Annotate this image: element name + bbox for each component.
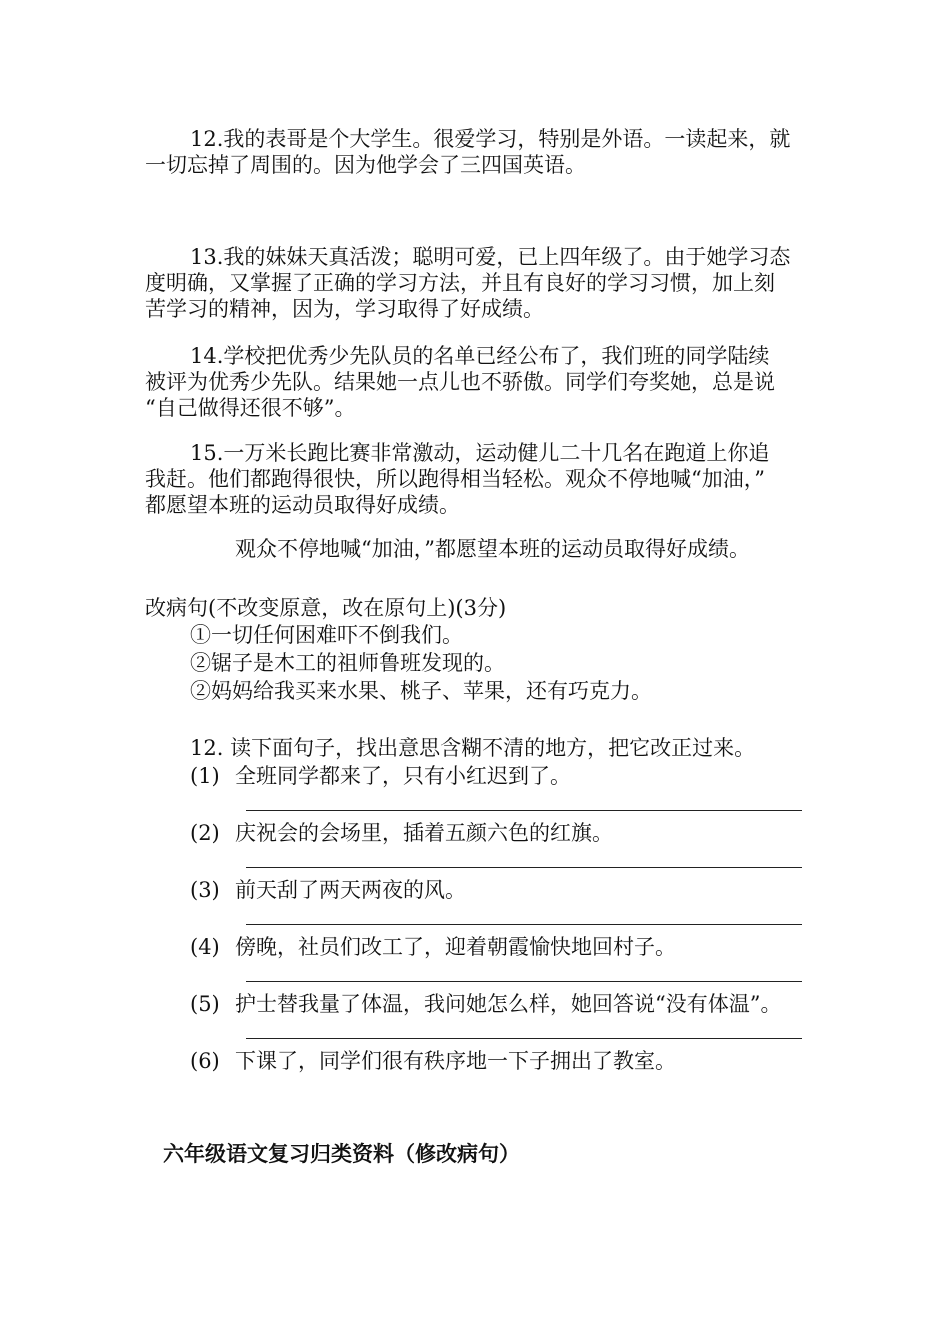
paragraph-14-line-1: 14.学校把优秀少先队员的名单已经公布了，我们班的同学陆续 <box>190 344 770 368</box>
ambiguity-section-title: 12. 读下面句子，找出意思含糊不清的地方，把它改正过来。 <box>190 736 756 760</box>
paragraph-13-line-3: 苦学习的精神，因为，学习取得了好成绩。 <box>145 297 544 321</box>
answer-line-3[interactable] <box>246 924 802 925</box>
section-heading: 六年级语文复习归类资料（修改病句） <box>163 1142 520 1166</box>
paragraph-15-line-1: 15.一万米长跑比赛非常激动，运动健儿二十几名在跑道上你追 <box>190 441 770 465</box>
ambiguity-item-3-text: 前天刮了两天两夜的风。 <box>235 878 466 902</box>
ambiguity-item-2-text: 庆祝会的会场里，插着五颜六色的红旗。 <box>235 821 613 845</box>
paragraph-14-line-2: 被评为优秀少先队。结果她一点儿也不骄傲。同学们夸奖她，总是说 <box>145 370 775 394</box>
paragraph-15-line-3: 都愿望本班的运动员取得好成绩。 <box>145 493 460 517</box>
ambiguity-item-4-text: 傍晚，社员们改工了，迎着朝霞愉快地回村子。 <box>235 935 676 959</box>
answer-line-5[interactable] <box>246 1038 802 1039</box>
ambiguity-item-1-number: (1) <box>190 764 220 788</box>
repeated-sentence: 观众不停地喊“加油，”都愿望本班的运动员取得好成绩。 <box>235 537 750 561</box>
answer-line-2[interactable] <box>246 867 802 868</box>
paragraph-15-line-2: 我赶。他们都跑得很快，所以跑得相当轻松。观众不停地喊“加油，” <box>145 467 765 491</box>
correction-item-1: ①一切任何困难吓不倒我们。 <box>190 623 463 647</box>
correction-section-title: 改病句(不改变原意，改在原句上)(3分) <box>145 596 507 620</box>
ambiguity-item-3-number: (3) <box>190 878 220 902</box>
paragraph-12-line-1: 12.我的表哥是个大学生。很爱学习，特别是外语。一读起来，就 <box>190 127 791 151</box>
paragraph-13-line-1: 13.我的妹妹天真活泼；聪明可爱，已上四年级了。由于她学习态 <box>190 245 791 269</box>
answer-line-1[interactable] <box>246 810 802 811</box>
ambiguity-item-5-text: 护士替我量了体温，我问她怎么样，她回答说“没有体温”。 <box>235 992 782 1016</box>
ambiguity-item-1-text: 全班同学都来了，只有小红迟到了。 <box>235 764 571 788</box>
correction-item-3: ②妈妈给我买来水果、桃子、苹果，还有巧克力。 <box>190 679 652 703</box>
ambiguity-item-6-text: 下课了，同学们很有秩序地一下子拥出了教室。 <box>235 1049 676 1073</box>
paragraph-12-line-2: 一切忘掉了周围的。因为他学会了三四国英语。 <box>145 153 586 177</box>
ambiguity-item-5-number: (5) <box>190 992 220 1016</box>
paragraph-13-line-2: 度明确，又掌握了正确的学习方法，并且有良好的学习习惯，加上刻 <box>145 271 775 295</box>
correction-item-2: ②锯子是木工的祖师鲁班发现的。 <box>190 651 505 675</box>
ambiguity-item-6-number: (6) <box>190 1049 220 1073</box>
paragraph-14-line-3: “自己做得还很不够”。 <box>145 396 356 420</box>
ambiguity-item-4-number: (4) <box>190 935 220 959</box>
ambiguity-item-2-number: (2) <box>190 821 220 845</box>
answer-line-4[interactable] <box>246 981 802 982</box>
